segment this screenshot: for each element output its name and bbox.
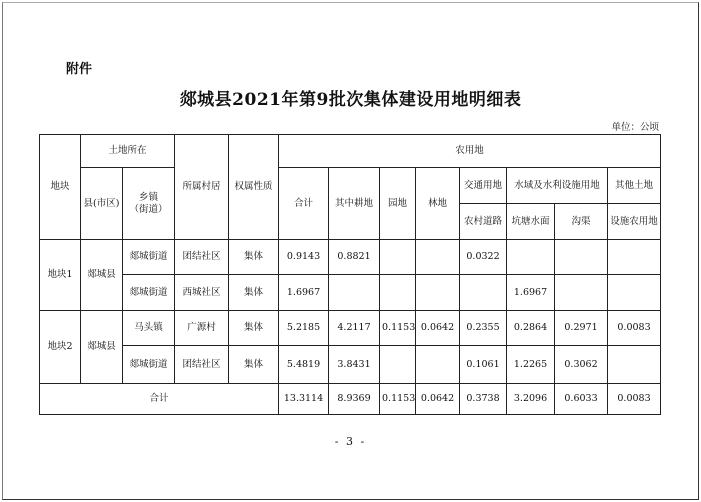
table-row [40,311,661,346]
header-other-group: 其他土地 [608,168,661,204]
pond-cell: 1.2265 [507,346,555,384]
parcel-cell: 地块1 [40,240,81,311]
header-town [123,168,175,240]
attachment-label: 附件 [66,62,93,77]
header-farmland: 农用地 [279,135,661,168]
header-row-2 [40,168,661,204]
village-cell: 团结社区 [175,346,229,384]
ditch-cell: 0.2971 [555,311,608,346]
ownership-cell: 集体 [229,346,279,384]
header-location-group: 土地所在 [81,135,175,168]
forest-cell: 0.0642 [416,311,460,346]
total-cell: 1.6967 [279,275,329,311]
parcel-cell: 地块2 [40,311,81,384]
header-ownership: 权属性质 [229,135,279,240]
total-cell: 5.2185 [279,311,329,346]
summary-row [40,384,661,415]
header-town-line1: 乡镇 [139,191,159,203]
summary-rural-road: 0.3738 [460,384,507,415]
unit-label: 单位：公顷 [611,122,659,133]
town-cell: 郯城街道 [123,275,175,311]
header-town-line2: （街道） [129,203,168,215]
page-number: - 3 - [334,435,367,448]
town-cell: 郯城街道 [123,240,175,275]
summary-label: 合计 [40,384,279,415]
total-cell: 5.4819 [279,346,329,384]
pond-cell: 0.2864 [507,311,555,346]
garden-cell [380,346,416,384]
cultivated-cell: 4.2117 [329,311,380,346]
garden-cell [380,275,416,311]
ownership-cell: 集体 [229,311,279,346]
rural-road-cell: 0.0322 [460,240,507,275]
cultivated-cell: 3.8431 [329,346,380,384]
facility-cell [608,346,661,384]
summary-forest: 0.0642 [416,384,460,415]
facility-cell [608,275,661,311]
summary-facility: 0.0083 [608,384,661,415]
forest-cell [416,240,460,275]
summary-garden: 0.1153 [380,384,416,415]
ditch-cell [555,240,608,275]
table-row [40,346,661,384]
pond-cell: 1.6967 [507,275,555,311]
garden-cell: 0.1153 [380,311,416,346]
summary-cultivated: 8.9369 [329,384,380,415]
county-cell: 郯城县 [81,240,123,311]
header-garden: 园地 [380,168,416,240]
header-ditch: 沟渠 [555,204,608,240]
header-cultivated: 其中耕地 [329,168,380,240]
cultivated-cell: 0.8821 [329,240,380,275]
ownership-cell: 集体 [229,275,279,311]
summary-ditch: 0.6033 [555,384,608,415]
header-pond: 坑塘水面 [507,204,555,240]
header-transport-group: 交通用地 [460,168,507,204]
facility-cell: 0.0083 [608,311,661,346]
village-cell: 西城社区 [175,275,229,311]
ditch-cell: 0.3062 [555,346,608,384]
land-detail-table [39,134,661,415]
header-row-1 [40,135,661,168]
header-facility: 设施农用地 [608,204,661,240]
table-row [40,275,661,311]
header-forest: 林地 [416,168,460,240]
rural-road-cell [460,275,507,311]
header-rural-road: 农村道路 [460,204,507,240]
header-county: 县(市区) [81,168,123,240]
header-water-group: 水域及水利设施用地 [507,168,608,204]
town-cell: 郯城街道 [123,346,175,384]
header-parcel: 地块 [40,135,81,240]
ditch-cell [555,275,608,311]
table-row [40,240,661,275]
village-cell: 广源村 [175,311,229,346]
garden-cell [380,240,416,275]
rural-road-cell: 0.2355 [460,311,507,346]
header-village: 所属村居 [175,135,229,240]
rural-road-cell: 0.1061 [460,346,507,384]
cultivated-cell [329,275,380,311]
summary-total: 13.3114 [279,384,329,415]
county-cell: 郯城县 [81,311,123,384]
forest-cell [416,275,460,311]
document-title: 郯城县2021年第9批次集体建设用地明细表 [179,90,522,110]
forest-cell [416,346,460,384]
summary-pond: 3.2096 [507,384,555,415]
facility-cell [608,240,661,275]
village-cell: 团结社区 [175,240,229,275]
town-cell: 马头镇 [123,311,175,346]
ownership-cell: 集体 [229,240,279,275]
pond-cell [507,240,555,275]
header-total: 合计 [279,168,329,240]
total-cell: 0.9143 [279,240,329,275]
